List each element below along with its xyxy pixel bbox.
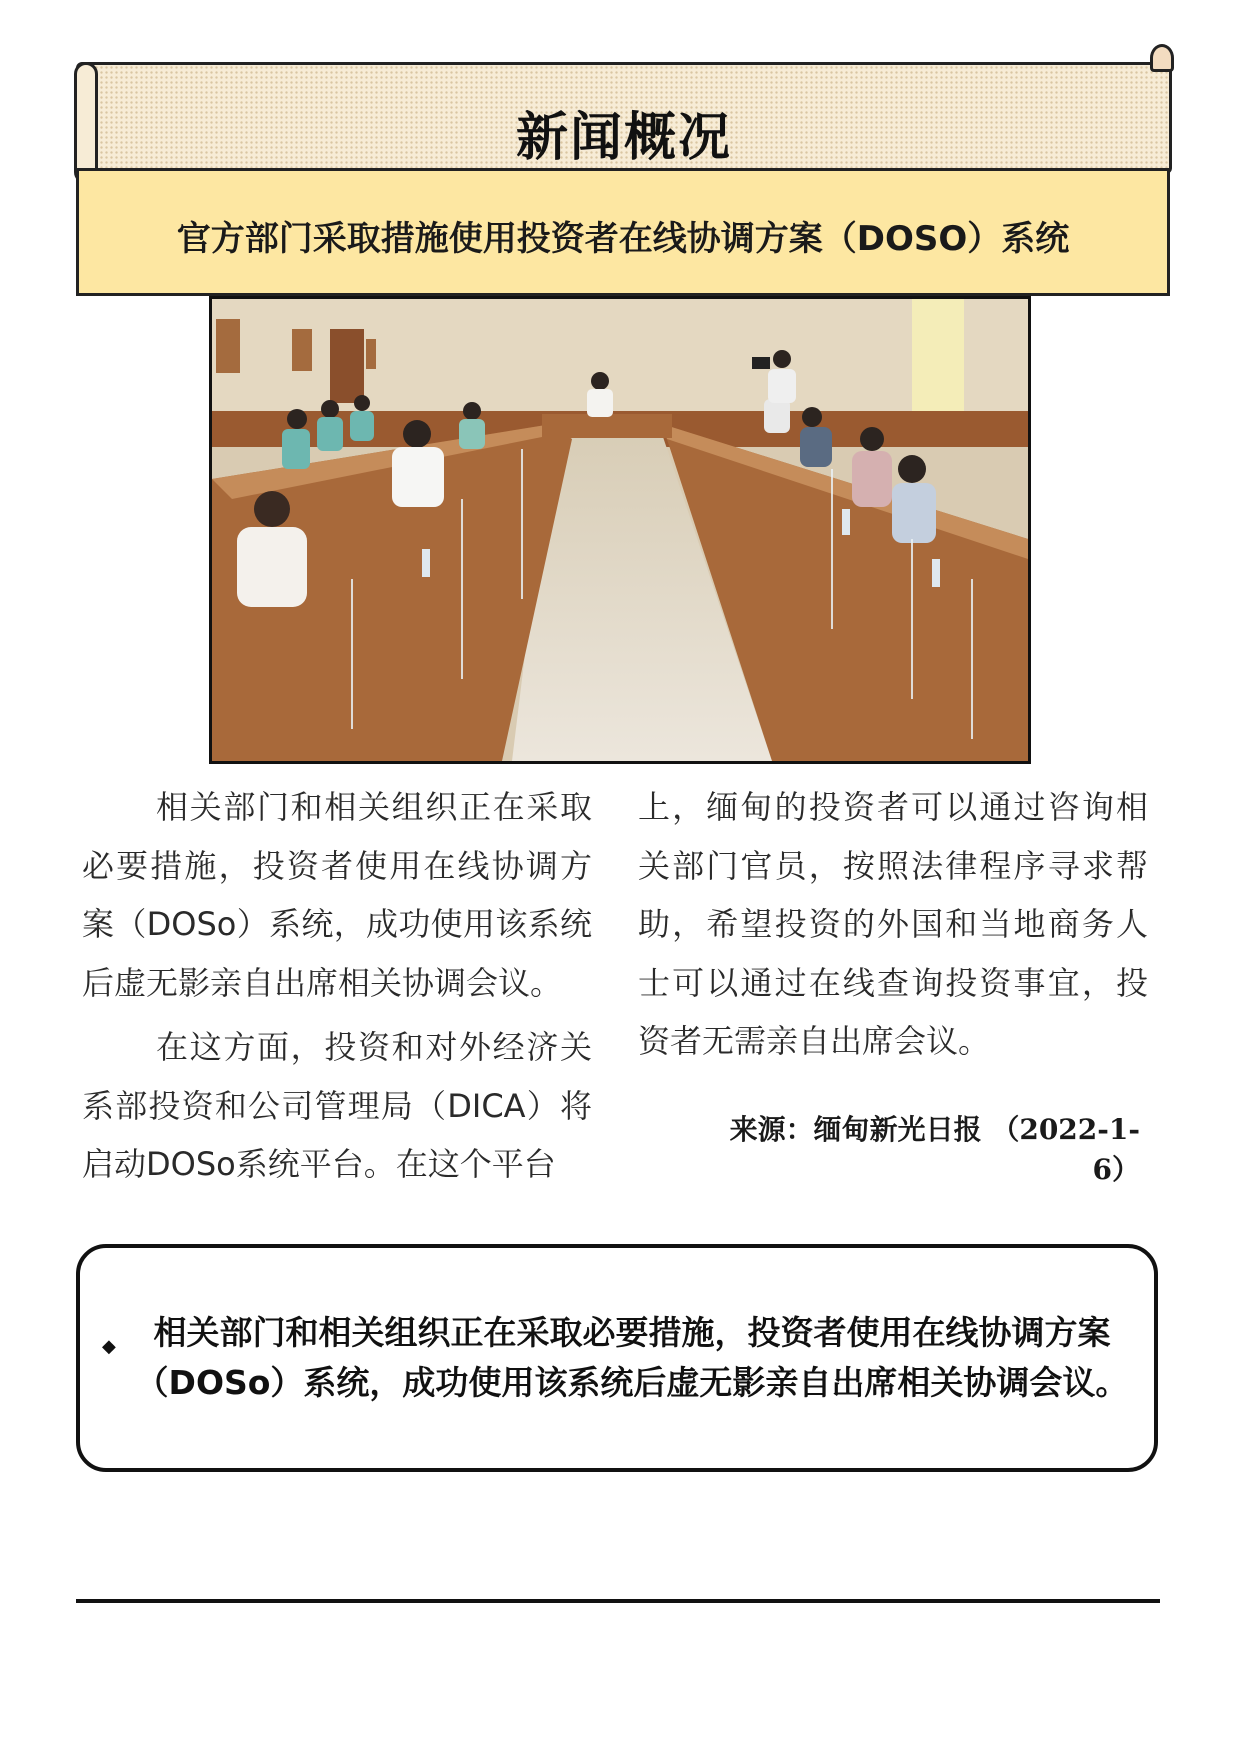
scroll-curl-left <box>74 62 98 184</box>
summary-box <box>76 1244 1158 1472</box>
scroll-curl-right <box>1150 44 1174 72</box>
bullet-icon: ◆ <box>102 1336 116 1357</box>
summary-text: 相关部门和相关组织正在采取必要措施，投资者使用在线协调方案（DOSo）系统，成功使用该系统后虚无影亲自出席相关协调会议。 <box>135 1313 1129 1402</box>
paragraph: 在这方面，投资和对外经济关系部投资和公司管理局（DICA）将启动DOSo系统平台。在这个平台 <box>82 1028 592 1183</box>
article-column-right <box>638 778 1148 1077</box>
article-column-left <box>82 778 592 1200</box>
meeting-room-photo <box>209 296 1031 764</box>
section-banner <box>76 62 1172 174</box>
paragraph: 相关部门和相关组织正在采取必要措施，投资者使用在线协调方案（DOSo）系统，成功使用该系统后虚无影亲自出席相关协调会议。 <box>82 788 592 1002</box>
article-source: 来源：缅甸新光日报 （2022-1-6） <box>729 1113 1140 1186</box>
headline-box <box>76 168 1170 296</box>
section-title: 新闻概况 <box>515 107 732 168</box>
paragraph: 上，缅甸的投资者可以通过咨询相关部门官员，按照法律程序寻求帮助，希望投资的外国和当地商务人士可以通过在线查询投资事宜，投资者无需亲自出席会议。 <box>638 788 1148 1060</box>
article-headline: 官方部门采取措施使用投资者在线协调方案（DOSO）系统 <box>176 219 1070 259</box>
footer-divider <box>76 1599 1160 1603</box>
